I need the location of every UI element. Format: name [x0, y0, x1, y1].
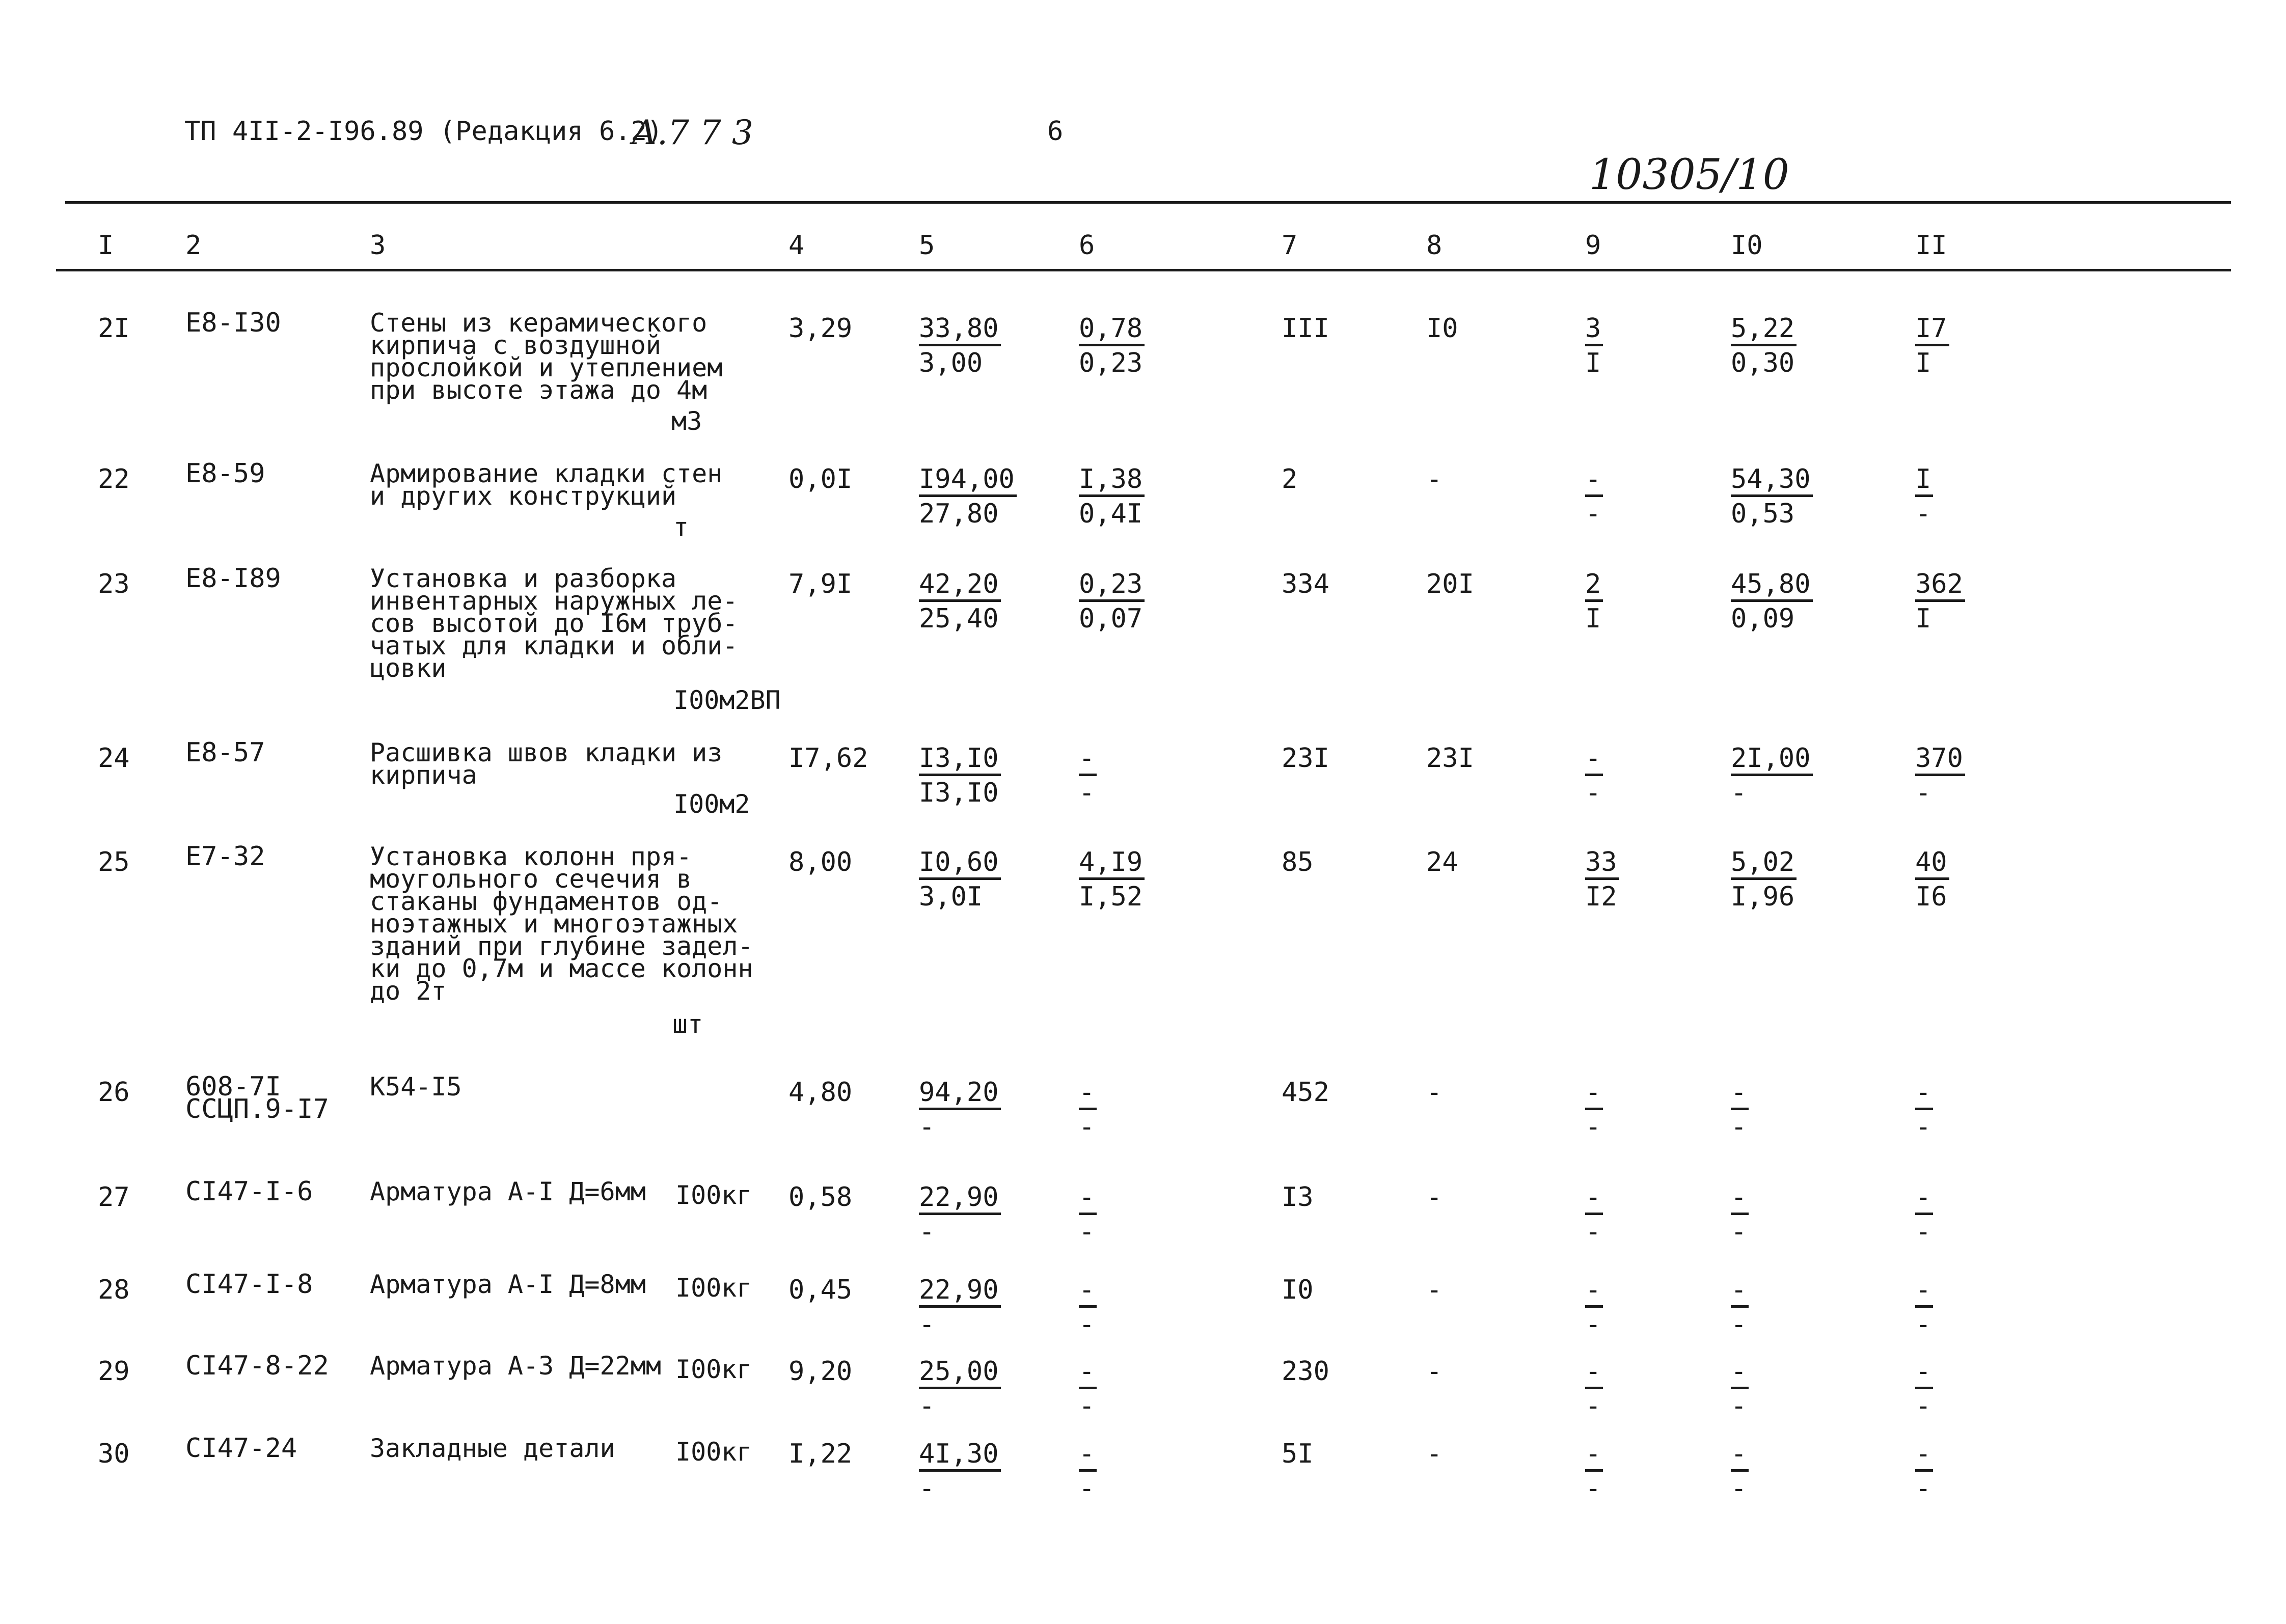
labor-value-numerator: 45,80 — [1731, 569, 1813, 602]
column-number-2: 2 — [185, 230, 202, 261]
total-wage-value: 20I — [1426, 569, 1474, 599]
machine-hours-value — [1585, 845, 1619, 914]
column-number-5: 5 — [919, 230, 935, 261]
labor-value-numerator: - — [1731, 1182, 1749, 1215]
machine-hours-value-denominator: I2 — [1585, 882, 1617, 912]
total-labor-value-denominator: - — [1915, 1473, 1931, 1504]
row-number: 30 — [98, 1439, 130, 1469]
machine-hours-value-numerator: 3 — [1585, 313, 1603, 346]
cost-value — [919, 845, 1001, 914]
labor-value — [1731, 312, 1797, 380]
machine-hours-value-numerator: - — [1585, 464, 1603, 497]
cost-value-numerator: 25,00 — [919, 1356, 1001, 1389]
machine-hours-value-numerator: - — [1585, 1439, 1603, 1472]
total-labor-value — [1915, 1355, 1933, 1423]
work-description: Установка и разборка инвентарных наружных ле- сов высотой до I6м труб- чатых для кладки и обли- цовки — [370, 564, 738, 683]
cost-value-numerator: 33,80 — [919, 313, 1001, 346]
total-labor-value — [1915, 1076, 1933, 1144]
cost-value — [919, 462, 1017, 531]
quantity-value: 8,00 — [788, 847, 853, 877]
wage-value-numerator: - — [1079, 743, 1097, 776]
wage-value-numerator: 0,78 — [1079, 313, 1145, 346]
total-wage-value: - — [1426, 1182, 1443, 1213]
wage-value-denominator: 0,4I — [1079, 499, 1143, 529]
total-labor-value-denominator: - — [1915, 499, 1931, 529]
labor-value-numerator: - — [1731, 1439, 1749, 1472]
norm-code: Е8-59 — [185, 458, 265, 489]
machine-hours-value — [1585, 741, 1603, 810]
quantity-value: 4,80 — [788, 1077, 853, 1108]
work-description: К54-I5 — [370, 1072, 462, 1102]
machine-hours-value — [1585, 462, 1603, 531]
cost-value-denominator: 3,0I — [919, 882, 983, 912]
total-labor-value-denominator: - — [1915, 1217, 1931, 1247]
machine-hours-value-numerator: - — [1585, 1182, 1603, 1215]
total-labor-value-numerator: - — [1915, 1275, 1933, 1308]
cost-value — [919, 312, 1001, 380]
machine-hours-value-denominator: - — [1585, 499, 1601, 529]
cost-value — [919, 741, 1001, 810]
machine-hours-value — [1585, 567, 1603, 636]
unit-of-measure: I00кг — [675, 1437, 752, 1467]
labor-value-numerator: 5,02 — [1731, 847, 1797, 880]
row-number: 22 — [98, 464, 130, 494]
quantity-value: 3,29 — [788, 313, 853, 344]
wage-value — [1079, 1273, 1097, 1341]
labor-value — [1731, 1180, 1749, 1249]
machine-hours-value — [1585, 1355, 1603, 1423]
wage-value — [1079, 1355, 1097, 1423]
unit-of-measure: м3 — [671, 406, 702, 436]
wage-value-denominator: I,52 — [1079, 882, 1143, 912]
total-labor-value-numerator: - — [1915, 1356, 1933, 1389]
handwritten-reference: А.7 7 3 — [632, 113, 753, 152]
column-number-10: I0 — [1731, 230, 1763, 261]
machine-hours-value-numerator: - — [1585, 1356, 1603, 1389]
total-wage-value: 24 — [1426, 847, 1458, 877]
machine-hours-value-denominator: - — [1585, 1112, 1601, 1142]
wage-value-numerator: 4,I9 — [1079, 847, 1145, 880]
cost-value-numerator: 22,90 — [919, 1182, 1001, 1215]
machine-hours-value — [1585, 1437, 1603, 1505]
wage-value — [1079, 741, 1097, 810]
total-cost-value: 230 — [1282, 1356, 1329, 1387]
column-number-1: I — [98, 230, 114, 261]
cost-value-numerator: 42,20 — [919, 569, 1001, 602]
labor-value-denominator: - — [1731, 1112, 1747, 1142]
total-labor-value — [1915, 1273, 1933, 1341]
total-labor-value-numerator: I7 — [1915, 313, 1949, 346]
document-code: ТП 4II-2-I96.89 (Редакция 6.2) — [184, 116, 663, 147]
labor-value — [1731, 1437, 1749, 1505]
work-description: Стены из керамического кирпича с воздушной прослойкой и утеплением при высоте этажа до 4м — [370, 308, 723, 405]
unit-of-measure: I00м2ВП — [673, 685, 781, 715]
labor-value-numerator: 5,22 — [1731, 313, 1797, 346]
labor-value — [1731, 1076, 1749, 1144]
labor-value-numerator: - — [1731, 1356, 1749, 1389]
column-number-6: 6 — [1079, 230, 1095, 261]
work-description: Установка колонн пря- моугольного сечечия в стаканы фундаментов од- ноэтажных и многоэтажных зданий при глубине задел- ки до 0,7м и массе колонн до 2т — [370, 842, 753, 1006]
machine-hours-value-numerator: - — [1585, 1077, 1603, 1110]
cost-value — [919, 567, 1001, 636]
column-number-9: 9 — [1585, 230, 1601, 261]
machine-hours-value-denominator: - — [1585, 1473, 1601, 1504]
total-wage-value: - — [1426, 1439, 1443, 1469]
total-labor-value — [1915, 1180, 1933, 1249]
total-cost-value: 334 — [1282, 569, 1329, 599]
machine-hours-value — [1585, 1273, 1603, 1341]
total-cost-value: III — [1282, 313, 1329, 344]
labor-value-numerator: - — [1731, 1275, 1749, 1308]
labor-value-numerator: 2I,00 — [1731, 743, 1813, 776]
quantity-value: I7,62 — [788, 743, 868, 774]
wage-value-denominator: - — [1079, 778, 1095, 808]
cost-value-numerator: 4I,30 — [919, 1439, 1001, 1472]
cost-value-numerator: 22,90 — [919, 1275, 1001, 1308]
machine-hours-value — [1585, 1180, 1603, 1249]
norm-code: СI47-8-22 — [185, 1351, 329, 1381]
total-labor-value-numerator: 40 — [1915, 847, 1949, 880]
labor-value-denominator: 0,30 — [1731, 348, 1795, 378]
labor-value-denominator: - — [1731, 1309, 1747, 1340]
header-bottom-rule — [56, 269, 2231, 271]
top-rule — [65, 201, 2231, 204]
total-labor-value-denominator: I — [1915, 603, 1931, 634]
total-labor-value-numerator: I — [1915, 464, 1933, 497]
cost-value-denominator: 27,80 — [919, 499, 999, 529]
total-wage-value: - — [1426, 1275, 1443, 1305]
machine-hours-value-denominator: I — [1585, 348, 1601, 378]
total-labor-value — [1915, 845, 1949, 914]
total-labor-value-numerator: 362 — [1915, 569, 1965, 602]
machine-hours-value-numerator: 33 — [1585, 847, 1619, 880]
total-labor-value — [1915, 1437, 1933, 1505]
row-number: 28 — [98, 1275, 130, 1305]
machine-hours-value-numerator: 2 — [1585, 569, 1603, 602]
wage-value — [1079, 845, 1145, 914]
wage-value — [1079, 312, 1145, 380]
wage-value-numerator: I,38 — [1079, 464, 1145, 497]
total-cost-value: 452 — [1282, 1077, 1329, 1108]
total-labor-value-denominator: I — [1915, 348, 1931, 378]
machine-hours-value-denominator: - — [1585, 1309, 1601, 1340]
norm-code: Е8-I89 — [185, 563, 281, 594]
norm-code: Е8-57 — [185, 737, 265, 768]
total-cost-value: 5I — [1282, 1439, 1314, 1469]
norm-code: СI47-I-6 — [185, 1176, 313, 1207]
labor-value-numerator: 54,30 — [1731, 464, 1813, 497]
labor-value — [1731, 462, 1813, 531]
column-number-4: 4 — [788, 230, 805, 261]
cost-value-denominator: - — [919, 1473, 935, 1504]
total-labor-value — [1915, 741, 1965, 810]
total-labor-value-denominator: - — [1915, 1112, 1931, 1142]
labor-value-denominator: - — [1731, 778, 1747, 808]
wage-value-denominator: - — [1079, 1217, 1095, 1247]
cost-value-denominator: - — [919, 1391, 935, 1421]
total-labor-value-numerator: - — [1915, 1439, 1933, 1472]
total-cost-value: 85 — [1282, 847, 1314, 877]
machine-hours-value-denominator: I — [1585, 603, 1601, 634]
wage-value — [1079, 1180, 1097, 1249]
wage-value-numerator: - — [1079, 1439, 1097, 1472]
labor-value — [1731, 1273, 1749, 1341]
total-labor-value — [1915, 462, 1933, 531]
unit-of-measure: т — [673, 512, 689, 542]
wage-value-numerator: - — [1079, 1356, 1097, 1389]
unit-of-measure: I00кг — [675, 1355, 752, 1384]
quantity-value: 0,58 — [788, 1182, 853, 1213]
wage-value-numerator: - — [1079, 1182, 1097, 1215]
cost-value-numerator: I0,60 — [919, 847, 1001, 880]
cost-value-numerator: 94,20 — [919, 1077, 1001, 1110]
total-labor-value-denominator: - — [1915, 1391, 1931, 1421]
unit-of-measure: I00м2 — [673, 789, 750, 819]
total-labor-value-numerator: - — [1915, 1182, 1933, 1215]
column-number-11: II — [1915, 230, 1947, 261]
machine-hours-value-denominator: - — [1585, 778, 1601, 808]
wage-value-numerator: - — [1079, 1275, 1097, 1308]
work-description: Арматура А-3 Д=22мм — [370, 1351, 661, 1381]
wage-value-denominator: - — [1079, 1309, 1095, 1340]
labor-value-denominator: 0,09 — [1731, 603, 1795, 634]
total-labor-value-numerator: - — [1915, 1077, 1933, 1110]
wage-value — [1079, 462, 1145, 531]
unit-of-measure: I00кг — [675, 1180, 752, 1210]
total-labor-value — [1915, 567, 1965, 636]
labor-value — [1731, 567, 1813, 636]
norm-code: СI47-24 — [185, 1433, 297, 1464]
wage-value-denominator: 0,23 — [1079, 348, 1143, 378]
row-number: 26 — [98, 1077, 130, 1108]
quantity-value: 0,45 — [788, 1275, 853, 1305]
row-number: 25 — [98, 847, 130, 877]
quantity-value: 9,20 — [788, 1356, 853, 1387]
total-wage-value: 23I — [1426, 743, 1474, 774]
total-wage-value: I0 — [1426, 313, 1458, 344]
work-description: Армирование кладки стен и других конструкций — [370, 459, 723, 511]
cost-value — [919, 1076, 1001, 1144]
machine-hours-value — [1585, 312, 1603, 380]
cost-value-numerator: I94,00 — [919, 464, 1017, 497]
cost-value — [919, 1273, 1001, 1341]
total-labor-value — [1915, 312, 1949, 380]
column-number-3: 3 — [370, 230, 386, 261]
cost-value — [919, 1180, 1001, 1249]
machine-hours-value — [1585, 1076, 1603, 1144]
work-description: Расшивка швов кладки из кирпича — [370, 738, 723, 790]
wage-value — [1079, 567, 1145, 636]
cost-value — [919, 1437, 1001, 1505]
norm-code: 608-7I ССЦП.9-I7 — [185, 1071, 329, 1124]
total-cost-value: 23I — [1282, 743, 1329, 774]
work-description: Арматура А-I Д=6мм — [370, 1177, 646, 1206]
total-labor-value-denominator: I6 — [1915, 882, 1947, 912]
total-wage-value: - — [1426, 464, 1443, 494]
machine-hours-value-denominator: - — [1585, 1391, 1601, 1421]
labor-value-denominator: - — [1731, 1217, 1747, 1247]
wage-value-denominator: - — [1079, 1473, 1095, 1504]
labor-value-numerator: - — [1731, 1077, 1749, 1110]
labor-value — [1731, 845, 1797, 914]
cost-value-denominator: - — [919, 1309, 935, 1340]
row-number: 2I — [98, 313, 130, 344]
cost-value-denominator: I3,I0 — [919, 778, 999, 808]
quantity-value: 0,0I — [788, 464, 853, 494]
total-labor-value-denominator: - — [1915, 778, 1931, 808]
total-cost-value: I3 — [1282, 1182, 1314, 1213]
cost-value-denominator: - — [919, 1112, 935, 1142]
cost-value-denominator: - — [919, 1217, 935, 1247]
cost-value — [919, 1355, 1001, 1423]
wage-value-numerator: 0,23 — [1079, 569, 1145, 602]
column-number-8: 8 — [1426, 230, 1443, 261]
total-wage-value: - — [1426, 1077, 1443, 1108]
labor-value-denominator: 0,53 — [1731, 499, 1795, 529]
unit-of-measure: шт — [672, 1009, 703, 1039]
quantity-value: 7,9I — [788, 569, 853, 599]
machine-hours-value-denominator: - — [1585, 1217, 1601, 1247]
norm-code: Е7-32 — [185, 841, 265, 872]
total-labor-value-denominator: - — [1915, 1309, 1931, 1340]
row-number: 24 — [98, 743, 130, 774]
total-wage-value: - — [1426, 1356, 1443, 1387]
wage-value — [1079, 1437, 1097, 1505]
machine-hours-value-numerator: - — [1585, 1275, 1603, 1308]
machine-hours-value-numerator: - — [1585, 743, 1603, 776]
column-number-7: 7 — [1282, 230, 1298, 261]
norm-code: Е8-I30 — [185, 308, 281, 338]
cost-value-denominator: 3,00 — [919, 348, 983, 378]
total-cost-value: 2 — [1282, 464, 1298, 494]
norm-code: СI47-I-8 — [185, 1269, 313, 1300]
work-description: Арматура А-I Д=8мм — [370, 1270, 646, 1299]
wage-value-denominator: - — [1079, 1391, 1095, 1421]
cost-value-denominator: 25,40 — [919, 603, 999, 634]
wage-value-denominator: 0,07 — [1079, 603, 1143, 634]
row-number: 29 — [98, 1356, 130, 1387]
labor-value-denominator: - — [1731, 1391, 1747, 1421]
cost-value-numerator: I3,I0 — [919, 743, 1001, 776]
work-description: Закладные детали — [370, 1434, 615, 1463]
wage-value — [1079, 1076, 1097, 1144]
unit-of-measure: I00кг — [675, 1273, 752, 1303]
page-number: 6 — [1047, 116, 1064, 147]
labor-value-denominator: - — [1731, 1473, 1747, 1504]
labor-value-denominator: I,96 — [1731, 882, 1795, 912]
wage-value-numerator: - — [1079, 1077, 1097, 1110]
row-number: 27 — [98, 1182, 130, 1213]
quantity-value: I,22 — [788, 1439, 853, 1469]
wage-value-denominator: - — [1079, 1112, 1095, 1142]
total-cost-value: I0 — [1282, 1275, 1314, 1305]
labor-value — [1731, 1355, 1749, 1423]
archive-number: 10305/10 — [1589, 151, 1789, 199]
row-number: 23 — [98, 569, 130, 599]
labor-value — [1731, 741, 1813, 810]
total-labor-value-numerator: 370 — [1915, 743, 1965, 776]
